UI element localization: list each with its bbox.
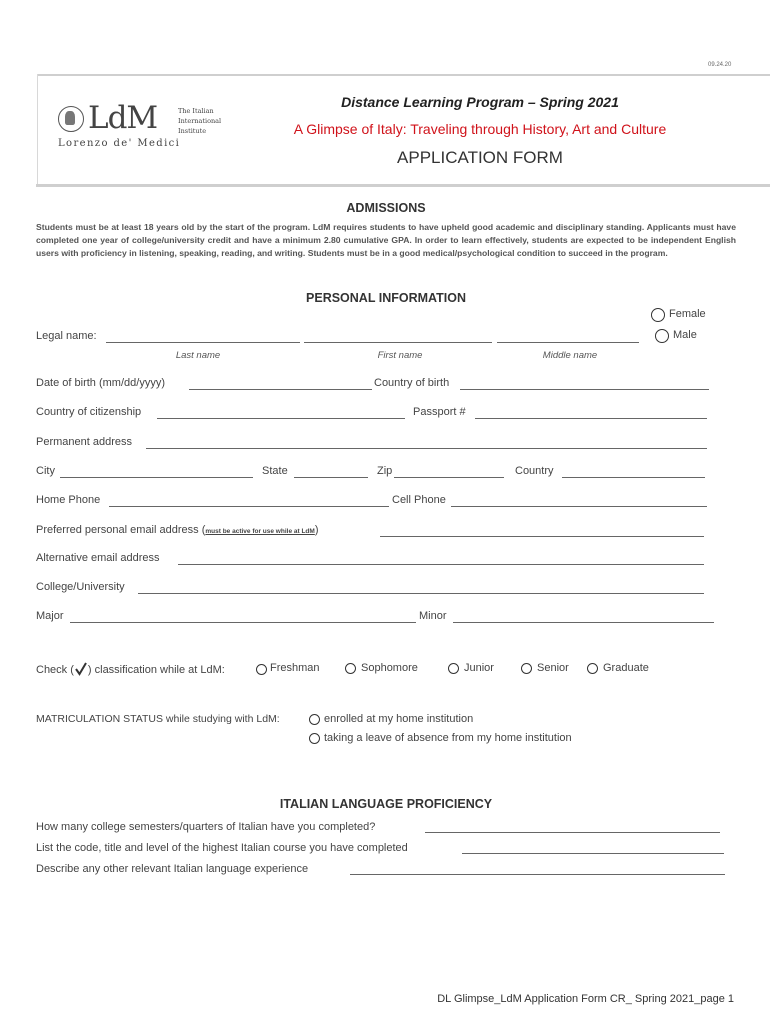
college-label: College/University <box>36 581 125 593</box>
italian-q1-field[interactable] <box>425 832 720 833</box>
sophomore-label: Sophomore <box>361 662 418 674</box>
pref-email-label <box>36 524 318 536</box>
female-radio[interactable] <box>651 308 665 322</box>
junior-radio[interactable] <box>448 663 459 674</box>
college-field[interactable] <box>138 593 704 594</box>
alt-email-field[interactable] <box>178 564 704 565</box>
citizenship-field[interactable] <box>157 418 405 419</box>
city-label: City <box>36 465 55 477</box>
male-label: Male <box>673 329 697 341</box>
last-name-caption: Last name <box>175 350 221 361</box>
italian-q1-label: How many college semesters/quarters of Italian have you completed? <box>36 821 376 833</box>
pref-email-field[interactable] <box>380 536 704 537</box>
italian-q2-label: List the code, title and level of the highest Italian course you have completed <box>36 842 408 854</box>
document-code: 09.24.20 <box>708 62 732 68</box>
country-birth-label: Country of birth <box>374 377 450 389</box>
matriculation-label: MATRICULATION STATUS while studying with LdM: <box>36 713 280 725</box>
check-text-b: ) classification while at LdM: <box>87 664 225 676</box>
middle-name-caption: Middle name <box>542 350 598 361</box>
medici-seal-icon <box>58 106 84 132</box>
logo-subtext: Lorenzo de' Medici <box>58 138 181 149</box>
female-label: Female <box>669 308 706 320</box>
country-label: Country <box>515 465 554 477</box>
program-subtitle: A Glimpse of Italy: Traveling through History, Art and Culture <box>293 121 667 137</box>
legal-name-label: Legal name: <box>36 330 97 342</box>
cell-phone-label: Cell Phone <box>392 494 446 506</box>
personal-info-heading: PERSONAL INFORMATION <box>306 291 466 305</box>
home-phone-label: Home Phone <box>36 494 101 506</box>
enrolled-label: enrolled at my home institution <box>324 713 474 725</box>
freshman-radio[interactable] <box>256 664 267 675</box>
zip-label: Zip <box>377 465 393 477</box>
admissions-text: Students must be at least 18 years old by the start of the program. LdM requires students to have upheld good academic and disciplinary standing. Applicants must have completed one year of college/university credit and have a minimum 2.80 cumulative GPA. In order to learn effectively, students are expected to be independent English users with proficiency in listening, speaking, reading, and writing. Students must be in a good medical/psychological condition to succeed in the program. <box>36 222 736 258</box>
country-field[interactable] <box>562 477 705 478</box>
page-footer: DL Glimpse_LdM Application Form CR_ Spring 2021_page 1 <box>437 993 734 1005</box>
junior-label: Junior <box>464 662 494 674</box>
senior-radio[interactable] <box>521 663 532 674</box>
form-title: APPLICATION FORM <box>397 148 563 167</box>
dob-label: Date of birth (mm/dd/yyyy) <box>36 377 165 389</box>
italian-heading: ITALIAN LANGUAGE PROFICIENCY <box>279 797 493 811</box>
senior-label: Senior <box>537 662 569 674</box>
country-birth-field[interactable] <box>460 389 709 390</box>
pref-email-text: Preferred personal email address ( <box>36 524 206 536</box>
city-field[interactable] <box>60 477 253 478</box>
male-radio[interactable] <box>655 329 669 343</box>
program-title: Distance Learning Program – Spring 2021 <box>341 94 619 110</box>
pref-email-close: ) <box>314 524 319 536</box>
header-left-rule <box>37 74 38 186</box>
ldm-logo <box>58 100 228 154</box>
italian-q3-label: Describe any other relevant Italian language experience <box>36 863 309 875</box>
italian-q2-field[interactable] <box>462 853 724 854</box>
enrolled-radio[interactable] <box>309 714 320 725</box>
classification-label <box>36 662 225 676</box>
minor-label: Minor <box>419 610 447 622</box>
major-label: Major <box>36 610 64 622</box>
first-name-field[interactable] <box>304 342 492 343</box>
freshman-label: Freshman <box>270 662 320 674</box>
leave-label: taking a leave of absence from my home institution <box>324 732 572 744</box>
last-name-field[interactable] <box>106 342 300 343</box>
state-label: State <box>262 465 288 477</box>
minor-field[interactable] <box>453 622 714 623</box>
header-bottom-rule <box>36 184 770 187</box>
pref-email-note: must be active for use while at LdM <box>205 528 315 535</box>
italian-q3-field[interactable] <box>350 874 725 875</box>
cell-phone-field[interactable] <box>451 506 707 507</box>
middle-name-field[interactable] <box>497 342 639 343</box>
passport-label: Passport # <box>413 406 466 418</box>
checkmark-icon <box>74 662 88 676</box>
permanent-address-field[interactable] <box>146 448 707 449</box>
graduate-radio[interactable] <box>587 663 598 674</box>
passport-field[interactable] <box>475 418 707 419</box>
check-text-a: Check ( <box>36 664 74 676</box>
alt-email-label: Alternative email address <box>36 552 160 564</box>
leave-radio[interactable] <box>309 733 320 744</box>
state-field[interactable] <box>294 477 368 478</box>
sophomore-radio[interactable] <box>345 663 356 674</box>
citizenship-label: Country of citizenship <box>36 406 142 418</box>
zip-field[interactable] <box>394 477 504 478</box>
home-phone-field[interactable] <box>109 506 389 507</box>
graduate-label: Graduate <box>603 662 649 674</box>
permanent-address-label: Permanent address <box>36 436 132 448</box>
dob-field[interactable] <box>189 389 372 390</box>
first-name-caption: First name <box>377 350 423 361</box>
major-field[interactable] <box>70 622 416 623</box>
header-top-rule <box>38 74 770 76</box>
logo-wordmark: LdM <box>88 100 158 136</box>
admissions-heading: ADMISSIONS <box>346 201 426 215</box>
logo-institute: The Italian International Institute <box>178 107 222 135</box>
